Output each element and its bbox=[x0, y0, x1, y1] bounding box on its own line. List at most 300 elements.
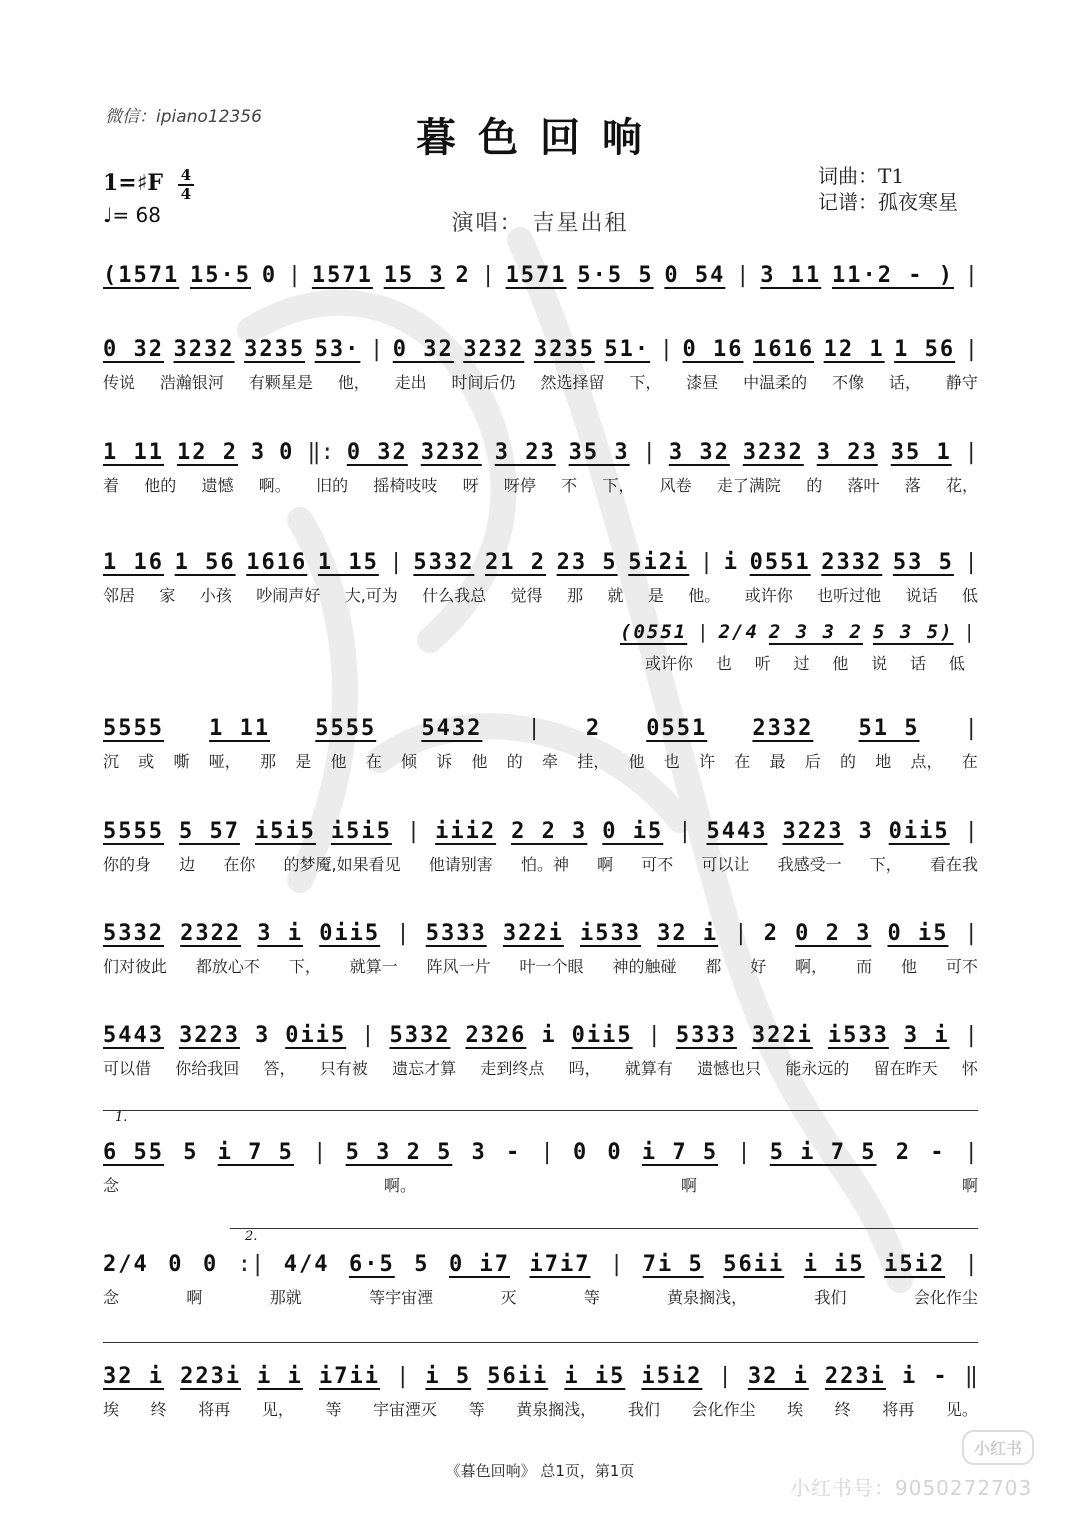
note-group: 223i bbox=[180, 1363, 242, 1389]
lyric-syllable: 的 bbox=[840, 752, 857, 771]
lyric-syllable: 可不 bbox=[945, 957, 978, 976]
note-group: 0 bbox=[203, 1251, 219, 1277]
lyric-syllable: 话， bbox=[888, 373, 921, 392]
lyric-syllable: 低 bbox=[961, 586, 978, 605]
lyric-syllable: 灭 bbox=[500, 1288, 517, 1307]
note-group: 5555 bbox=[103, 818, 164, 844]
lyric-syllable: 他 bbox=[471, 752, 488, 771]
lyric-syllable: 也 bbox=[715, 654, 732, 673]
note-group: 3 bbox=[858, 818, 874, 844]
barline: | bbox=[964, 1251, 978, 1277]
barline: | bbox=[389, 549, 403, 575]
lyric-row bbox=[103, 749, 978, 772]
note-group: 11·2 - ) bbox=[831, 262, 954, 288]
key-signature: 1=♯F bbox=[103, 170, 164, 196]
note-group: 3 23 bbox=[494, 439, 556, 465]
barline: | bbox=[964, 549, 978, 575]
lyric-syllable: 黄泉搁浅， bbox=[667, 1288, 748, 1307]
note-group: 5i2i bbox=[628, 549, 690, 575]
barline: | bbox=[964, 439, 978, 465]
note-group: 2 3 3 2 bbox=[768, 621, 863, 643]
note-group: 32 i bbox=[103, 1363, 164, 1389]
notation-row bbox=[103, 435, 978, 469]
barline: | bbox=[609, 1251, 624, 1277]
barline: | bbox=[964, 336, 978, 362]
lyric-syllable: 啊。 bbox=[383, 1176, 416, 1195]
lyric-row bbox=[103, 852, 978, 875]
barline: | bbox=[647, 1022, 661, 1048]
note-group: 2 bbox=[895, 1139, 911, 1165]
note-group: 0 i5 bbox=[602, 818, 664, 844]
lyric-syllable: 留在昨天 bbox=[873, 1059, 938, 1078]
barline: | bbox=[369, 336, 384, 362]
lyric-syllable: 遗憾 bbox=[201, 476, 234, 495]
barline: | bbox=[964, 920, 978, 946]
note-group: 15 3 bbox=[383, 262, 445, 288]
note-group: 3232 bbox=[173, 336, 235, 362]
note-group: 3 i bbox=[257, 920, 304, 946]
lyric-syllable: 地 bbox=[875, 752, 892, 771]
note-group: 12 1 bbox=[823, 336, 885, 362]
note-group: 3 23 bbox=[816, 439, 878, 465]
lyric-syllable: 他 bbox=[832, 654, 849, 673]
note-group: i bbox=[723, 549, 740, 575]
lyric-syllable: 好 bbox=[750, 957, 767, 976]
lyric-syllable: 下， bbox=[288, 957, 321, 976]
volta-2-bracket bbox=[230, 1228, 978, 1229]
lyric-syllable: 那就 bbox=[269, 1288, 302, 1307]
notation-row bbox=[620, 618, 975, 646]
lyric-syllable: 我们 bbox=[814, 1288, 847, 1307]
barline: | bbox=[737, 1139, 751, 1165]
note-group: 2 bbox=[763, 920, 779, 946]
lyric-syllable: 在 bbox=[365, 752, 382, 771]
barline: | bbox=[659, 336, 673, 362]
lyric-syllable: 可以借 bbox=[103, 1059, 152, 1078]
barline: | bbox=[699, 549, 714, 575]
note-group: 0ii5 bbox=[285, 1022, 347, 1048]
lyric-syllable: 啊。 bbox=[258, 476, 291, 495]
lyric-syllable: 将再 bbox=[198, 1400, 231, 1419]
note-group: 32 i bbox=[747, 1363, 809, 1389]
note-group: 0 16 bbox=[682, 336, 744, 362]
lyric-syllable: 见。 bbox=[945, 1400, 978, 1419]
note-group: - bbox=[930, 1139, 946, 1165]
barline: | bbox=[718, 1363, 732, 1389]
note-group: 322i bbox=[751, 1022, 813, 1048]
note-group: 5 bbox=[414, 1251, 430, 1277]
note-group: 5555 bbox=[315, 715, 377, 741]
note-group: 5 3 2 5 bbox=[345, 1139, 453, 1165]
note-group: (0551 bbox=[620, 621, 688, 643]
lyric-syllable: 他 bbox=[900, 957, 917, 976]
note-group: 0 bbox=[261, 262, 278, 288]
note-group: 3232 bbox=[420, 439, 482, 465]
note-group: 1616 bbox=[246, 549, 308, 575]
note-group: 0 32 bbox=[346, 439, 408, 465]
lyric-syllable: 见， bbox=[261, 1400, 294, 1419]
lyric-syllable: 点， bbox=[910, 752, 943, 771]
note-group: i5i5 bbox=[330, 818, 392, 844]
lyric-syllable: 不 bbox=[561, 476, 578, 495]
lyric-syllable: 会化作尘 bbox=[691, 1400, 756, 1419]
lyric-syllable: 走到终点 bbox=[480, 1059, 545, 1078]
lyric-syllable: 落叶 bbox=[847, 476, 880, 495]
lyric-syllable: 的梦魇,如果看见 bbox=[283, 855, 401, 874]
note-group: 1571 bbox=[505, 262, 567, 288]
note-group: i 7 5 bbox=[641, 1139, 719, 1165]
barline: | bbox=[406, 818, 421, 844]
lyric-syllable: 在 bbox=[961, 752, 978, 771]
note-group: 3235 bbox=[244, 336, 306, 362]
note-group: iii2 bbox=[435, 818, 497, 844]
lyric-syllable: 邻居 bbox=[103, 586, 136, 605]
lyric-syllable: 挂， bbox=[577, 752, 610, 771]
lyric-row bbox=[103, 1056, 978, 1079]
note-group: 322i bbox=[502, 920, 564, 946]
note-group: 3 32 bbox=[668, 439, 730, 465]
lyric-syllable: 什么我总 bbox=[422, 586, 487, 605]
note-group: - bbox=[506, 1139, 522, 1165]
note-group: 3223 bbox=[178, 1022, 240, 1048]
lyric-syllable: 沉 bbox=[103, 752, 120, 771]
note-group: 5332 bbox=[413, 549, 475, 575]
notation-row bbox=[103, 1359, 978, 1393]
note-group: 23 5 bbox=[556, 549, 618, 575]
lyric-syllable: 只有被 bbox=[319, 1059, 368, 1078]
note-group: 0 2 3 bbox=[795, 920, 872, 946]
lyricist-composer: 词曲：T1 bbox=[818, 164, 905, 188]
note-group: 5555 bbox=[103, 715, 164, 741]
notation-row bbox=[103, 1135, 978, 1169]
barline: | bbox=[361, 1022, 375, 1048]
lyric-syllable: 就算一 bbox=[349, 957, 398, 976]
lyric-syllable: 吗， bbox=[568, 1059, 601, 1078]
lyric-syllable: 过 bbox=[793, 654, 810, 673]
note-group: 0 32 bbox=[103, 336, 164, 362]
lyric-syllable: 他 bbox=[330, 752, 347, 771]
meter-bottom: 4 bbox=[180, 185, 192, 203]
note-group: 5 3 5) bbox=[872, 621, 954, 643]
note-group: 2326 bbox=[465, 1022, 527, 1048]
note-group: i5i5 bbox=[254, 818, 316, 844]
lyric-row bbox=[103, 473, 978, 496]
volta-1-bracket bbox=[103, 1110, 978, 1111]
lyric-syllable: 漆昼 bbox=[686, 373, 719, 392]
note-group: 0 bbox=[572, 1139, 589, 1165]
note-group: 1571 bbox=[311, 262, 373, 288]
lyric-syllable: 黄泉搁浅， bbox=[516, 1400, 597, 1419]
lyric-syllable: 是 bbox=[647, 586, 664, 605]
lyric-syllable: 低 bbox=[948, 654, 965, 673]
lyric-syllable: 遗憾也只 bbox=[697, 1059, 762, 1078]
note-group: i i5 bbox=[803, 1251, 865, 1277]
note-group: 0ii5 bbox=[319, 920, 381, 946]
lyric-syllable: 诉 bbox=[436, 752, 453, 771]
barline: | bbox=[481, 262, 495, 288]
lyric-syllable: 或 bbox=[138, 752, 155, 771]
note-group: i i5 bbox=[564, 1363, 626, 1389]
barline: ‖: bbox=[307, 439, 334, 465]
note-group: 35 1 bbox=[890, 439, 952, 465]
barline: | bbox=[734, 920, 748, 946]
note-group: 6 55 bbox=[103, 1139, 164, 1165]
note-group: i 7 5 bbox=[217, 1139, 294, 1165]
note-group: 5443 bbox=[706, 818, 768, 844]
note-group: 0 i7 bbox=[449, 1251, 510, 1277]
lyric-syllable: 许 bbox=[699, 752, 716, 771]
notation-row bbox=[103, 545, 978, 579]
notation-row bbox=[103, 1018, 978, 1052]
lyric-syllable: 中温柔的 bbox=[743, 373, 808, 392]
note-group: 5 bbox=[183, 1139, 199, 1165]
lyric-syllable: 他的 bbox=[144, 476, 177, 495]
notation-row bbox=[103, 332, 978, 366]
lyric-syllable: 啊 bbox=[186, 1288, 203, 1307]
lyric-syllable: 念 bbox=[103, 1176, 120, 1195]
lyric-syllable: 呀 bbox=[462, 476, 479, 495]
lyric-syllable: 或许你 bbox=[744, 586, 793, 605]
barline: | bbox=[697, 621, 709, 643]
lyric-syllable: 怕。神 bbox=[520, 855, 569, 874]
note-group: 3 i bbox=[903, 1022, 950, 1048]
note-group: 3 bbox=[254, 1022, 271, 1048]
note-group: 5 i 7 5 bbox=[769, 1139, 877, 1165]
note-group: 0 bbox=[279, 439, 295, 465]
note-group: 1 56 bbox=[174, 549, 236, 575]
lyric-syllable: 走出 bbox=[394, 373, 427, 392]
volta-2-label: 2. bbox=[245, 1229, 258, 1244]
lyric-syllable: 他请别害 bbox=[428, 855, 493, 874]
lyric-syllable: 然选择留 bbox=[540, 373, 605, 392]
note-group: 15·5 bbox=[190, 262, 252, 288]
note-group: 53 5 bbox=[892, 549, 954, 575]
note-group: 1616 bbox=[753, 336, 815, 362]
lyric-syllable: 他， bbox=[337, 373, 370, 392]
lyric-syllable: 呀停 bbox=[503, 476, 536, 495]
lyric-syllable: 我感受一 bbox=[777, 855, 842, 874]
note-group: 2332 bbox=[752, 715, 814, 741]
note-group: 5·5 5 bbox=[577, 262, 654, 288]
lyric-syllable: 走了满院 bbox=[716, 476, 781, 495]
watermark-badge: 小红书 bbox=[962, 1430, 1034, 1465]
note-group: i7ii bbox=[319, 1363, 380, 1389]
note-group: 3223 bbox=[782, 818, 844, 844]
lyric-syllable: 也 bbox=[663, 752, 680, 771]
lyric-syllable: 小孩 bbox=[199, 586, 232, 605]
note-group: - bbox=[933, 1363, 949, 1389]
note-group: i7i7 bbox=[529, 1251, 591, 1277]
lyric-syllable: 等宇宙湮 bbox=[369, 1288, 434, 1307]
lyric-syllable: 说 bbox=[871, 654, 888, 673]
note-group: 56ii bbox=[723, 1251, 785, 1277]
lyric-syllable: 终 bbox=[834, 1400, 851, 1419]
barline: | bbox=[287, 262, 302, 288]
lyric-syllable: 嘶 bbox=[173, 752, 190, 771]
notation-row bbox=[103, 258, 978, 292]
note-group: 0 bbox=[607, 1139, 623, 1165]
note-group: 7i 5 bbox=[642, 1251, 704, 1277]
lyric-syllable: 说话 bbox=[905, 586, 938, 605]
lyric-syllable: 边 bbox=[179, 855, 196, 874]
note-group: 2322 bbox=[180, 920, 242, 946]
lyric-syllable: 有颗星是 bbox=[248, 373, 313, 392]
lyric-syllable: 摇椅吱吱 bbox=[373, 476, 438, 495]
barline: | bbox=[396, 1363, 410, 1389]
note-group: 1 11 bbox=[209, 715, 271, 741]
lyric-syllable: 是 bbox=[295, 752, 312, 771]
note-group: 3 bbox=[250, 439, 267, 465]
lyric-syllable: 或许你 bbox=[645, 654, 694, 673]
lyric-row bbox=[103, 1397, 978, 1420]
note-group: 51· bbox=[604, 336, 651, 362]
lyric-syllable: 遗忘才算 bbox=[392, 1059, 457, 1078]
lyric-syllable: 的 bbox=[506, 752, 523, 771]
note-group: 5333 bbox=[425, 920, 487, 946]
barline: | bbox=[736, 262, 750, 288]
lyric-syllable: 在 bbox=[734, 752, 751, 771]
lyric-syllable: 啊 bbox=[597, 855, 614, 874]
lyric-syllable: 啊 bbox=[961, 1176, 978, 1195]
note-group: 3232 bbox=[463, 336, 525, 362]
note-group: 32 i bbox=[657, 920, 719, 946]
lyric-syllable: 等 bbox=[468, 1400, 485, 1419]
lyric-syllable: 最 bbox=[769, 752, 786, 771]
note-group: 4/4 bbox=[283, 1251, 330, 1277]
lyric-row bbox=[103, 954, 978, 977]
lyric-syllable: 将再 bbox=[882, 1400, 915, 1419]
note-group: 0 i5 bbox=[887, 920, 949, 946]
lyric-syllable: 叶一个眼 bbox=[519, 957, 584, 976]
note-group: 53· bbox=[314, 336, 361, 362]
lyric-syllable: 浩瀚银河 bbox=[159, 373, 224, 392]
lyric-syllable: 神的触碰 bbox=[612, 957, 677, 976]
barline: | bbox=[527, 715, 541, 741]
note-group: 2 2 3 bbox=[511, 818, 588, 844]
lyric-row bbox=[103, 1285, 978, 1308]
lyric-syllable: 也听过他 bbox=[817, 586, 882, 605]
lyric-syllable: 静守 bbox=[945, 373, 978, 392]
note-group: 51 5 bbox=[858, 715, 920, 741]
note-group: 2332 bbox=[821, 549, 883, 575]
barline: | bbox=[964, 1139, 978, 1165]
lyric-syllable: 你的身 bbox=[103, 855, 152, 874]
lyric-syllable: 就 bbox=[607, 586, 624, 605]
lyric-syllable: 怀 bbox=[961, 1059, 978, 1078]
lyric-syllable: 话 bbox=[910, 654, 927, 673]
notation-row bbox=[103, 916, 978, 950]
note-group: 2 bbox=[585, 715, 602, 741]
lyric-syllable: 倾 bbox=[401, 752, 418, 771]
note-group: i bbox=[902, 1363, 918, 1389]
lyric-syllable: 终 bbox=[150, 1400, 167, 1419]
lyric-syllable: 们对彼此 bbox=[103, 957, 168, 976]
note-group: 223i bbox=[824, 1363, 886, 1389]
barline: | bbox=[964, 818, 978, 844]
lyric-syllable: 可以让 bbox=[701, 855, 750, 874]
lyric-syllable: 念 bbox=[103, 1288, 120, 1307]
barline: | bbox=[540, 1139, 554, 1165]
lyric-syllable: 你给我回 bbox=[175, 1059, 240, 1078]
lyric-syllable: 家 bbox=[159, 586, 176, 605]
lyric-syllable: 而 bbox=[856, 957, 873, 976]
lyric-syllable: 时间后仍 bbox=[451, 373, 516, 392]
barline: | bbox=[396, 920, 410, 946]
note-group: 0 bbox=[168, 1251, 184, 1277]
lyric-syllable: 他。 bbox=[688, 586, 721, 605]
lyric-row bbox=[103, 583, 978, 606]
barline: | bbox=[964, 262, 978, 288]
note-group: 5332 bbox=[103, 920, 164, 946]
lyric-syllable: 听 bbox=[754, 654, 771, 673]
volta-1-label: 1. bbox=[115, 1110, 128, 1125]
note-group: 0551 bbox=[646, 715, 708, 741]
note-group: 3232 bbox=[742, 439, 804, 465]
lyric-syllable: 都 bbox=[705, 957, 722, 976]
lyric-syllable: 牵 bbox=[542, 752, 559, 771]
note-group: 1 15 bbox=[317, 549, 379, 575]
time-signature bbox=[176, 168, 196, 202]
lyric-row bbox=[103, 1173, 978, 1196]
lyric-syllable: 等 bbox=[583, 1288, 600, 1307]
lyric-syllable: 的 bbox=[806, 476, 823, 495]
lyric-syllable: 看在我 bbox=[929, 855, 978, 874]
lyric-syllable: 他 bbox=[628, 752, 645, 771]
lyric-syllable: 埃 bbox=[787, 1400, 804, 1419]
barline: | bbox=[642, 439, 656, 465]
note-group: 2 bbox=[455, 262, 471, 288]
lyric-syllable: 下， bbox=[629, 373, 662, 392]
barline: | bbox=[313, 1139, 327, 1165]
system-rule bbox=[103, 1342, 978, 1343]
lyric-syllable: 可不 bbox=[641, 855, 674, 874]
note-group: 0 32 bbox=[392, 336, 454, 362]
lyric-syllable: 吵闹声好 bbox=[256, 586, 321, 605]
note-group: i i bbox=[257, 1363, 303, 1389]
notation-row bbox=[103, 814, 978, 848]
lyric-syllable: 埃 bbox=[103, 1400, 120, 1419]
note-group: 1 11 bbox=[103, 439, 164, 465]
note-group: i5i2 bbox=[641, 1363, 703, 1389]
note-group: i bbox=[541, 1022, 557, 1048]
note-group: 0551 bbox=[749, 549, 811, 575]
lyric-syllable: 传说 bbox=[103, 373, 136, 392]
note-group: i 5 bbox=[425, 1363, 472, 1389]
note-group: 56ii bbox=[487, 1363, 549, 1389]
note-group: 3 11 bbox=[760, 262, 822, 288]
note-group: 5333 bbox=[675, 1022, 737, 1048]
note-group: 3 bbox=[471, 1139, 487, 1165]
lyric-syllable: 下， bbox=[602, 476, 635, 495]
notation-row bbox=[103, 1247, 978, 1281]
lyric-syllable: 花， bbox=[945, 476, 978, 495]
lyric-syllable: 下， bbox=[869, 855, 902, 874]
lyric-syllable: 不像 bbox=[832, 373, 865, 392]
lyric-syllable: 会化作尘 bbox=[913, 1288, 978, 1307]
notation-row bbox=[103, 711, 978, 745]
note-group: 5332 bbox=[389, 1022, 451, 1048]
song-title: 暮色回响 bbox=[416, 114, 664, 161]
lyric-syllable: 着 bbox=[103, 476, 120, 495]
note-group: i533 bbox=[827, 1022, 889, 1048]
note-group: 35 3 bbox=[568, 439, 630, 465]
meter-top: 4 bbox=[180, 166, 192, 184]
lyric-syllable: 大,可为 bbox=[344, 586, 398, 605]
note-group: 5443 bbox=[103, 1022, 164, 1048]
page-footer: 《暮色回响》 总1页，第1页 bbox=[445, 1462, 635, 1480]
note-group: 0ii5 bbox=[571, 1022, 633, 1048]
lyric-row bbox=[103, 370, 978, 393]
